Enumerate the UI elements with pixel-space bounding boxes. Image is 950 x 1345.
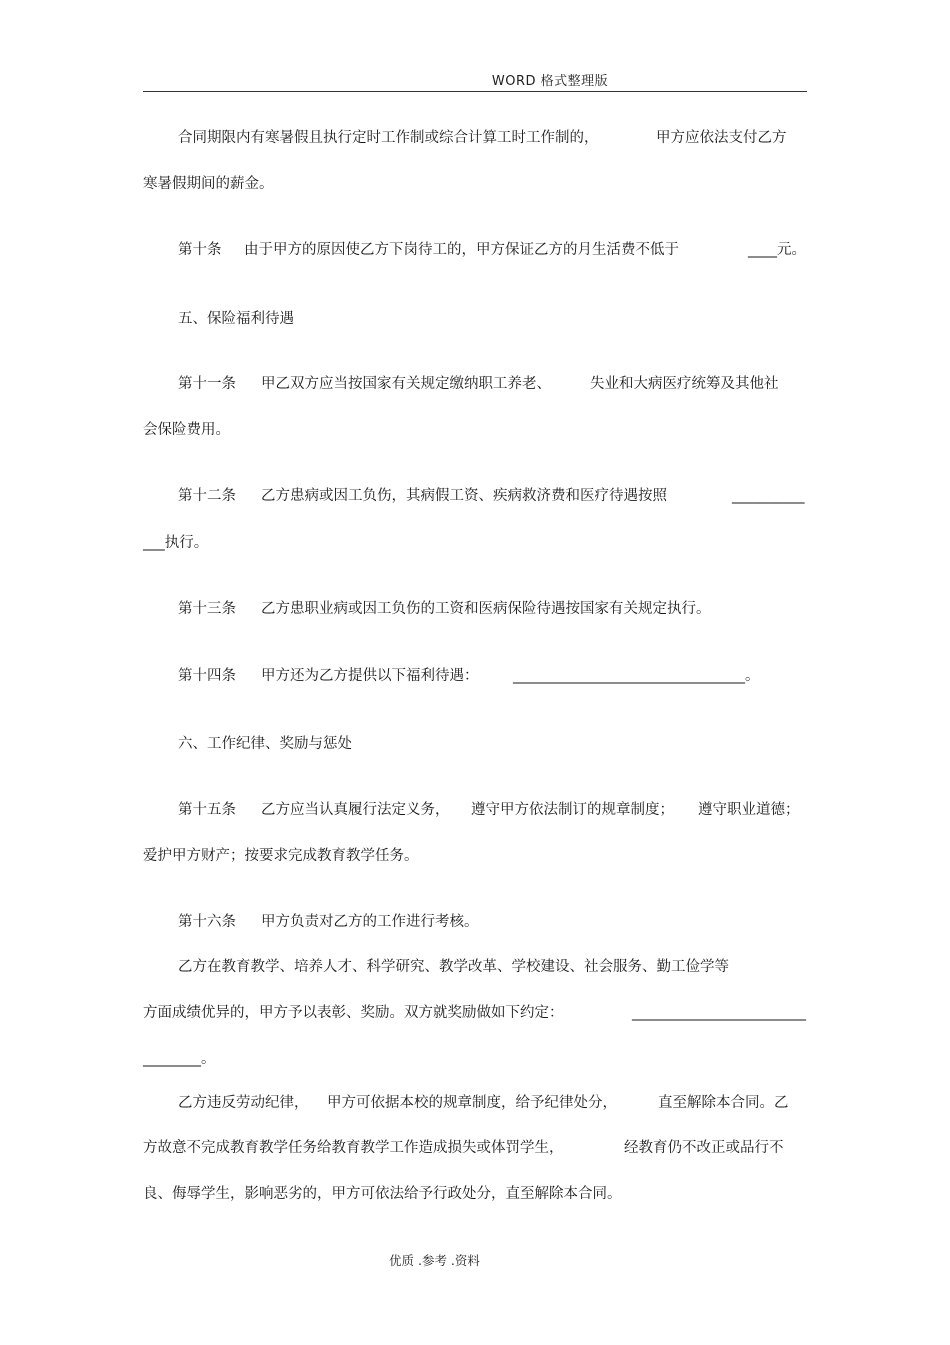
article-13-label: 第十三条 — [178, 601, 236, 617]
article-11-label: 第十一条 — [178, 376, 236, 392]
article-11-text-b: 失业和大病医疗统筹及其他社 — [590, 376, 779, 392]
article-12-text: 乙方患病或因工负伤，其病假工资、疾病救济费和医疗待遇按照 — [261, 488, 667, 504]
article-10-label: 第十条 — [178, 242, 222, 258]
article-15-text-a: 乙方应当认真履行法定义务， — [261, 802, 450, 818]
section-6-heading: 六、工作纪律、奖励与惩处 — [178, 736, 352, 752]
article-14-text: 甲方还为乙方提供以下福利待遇： — [261, 668, 479, 684]
article-16-text: 甲方负责对乙方的工作进行考核。 — [261, 914, 479, 930]
article-15-text-c: 遵守职业道德； — [698, 802, 800, 818]
page-header-title: WORD 格式整理版 — [491, 74, 609, 89]
article-15-label: 第十五条 — [178, 802, 236, 818]
article-14-blank: ________________________________。 — [513, 668, 760, 684]
article-14-label: 第十四条 — [178, 668, 236, 684]
article-16-blank-b: ________。 — [143, 1051, 216, 1067]
article-12-blank: __________ — [732, 488, 805, 504]
discipline-text-a: 乙方违反劳动纪律， — [178, 1095, 309, 1111]
article-15-text-d: 爱护甲方财产；按要求完成教育教学任务。 — [143, 848, 419, 864]
article-10-text: 由于甲方的原因使乙方下岗待工的，甲方保证乙方的月生活费不低于 — [244, 242, 679, 258]
discipline-text-c: 直至解除本合同。乙 — [658, 1095, 789, 1111]
text-line-2: 寒暑假期间的薪金。 — [143, 176, 274, 192]
article-11-text-a: 甲乙双方应当按国家有关规定缴纳职工养老、 — [261, 376, 551, 392]
discipline-text-d: 方故意不完成教育教学任务给教育教学工作造成损失或体罚学生， — [143, 1140, 564, 1156]
article-16-para-1: 乙方在教育教学、培养人才、科学研究、教学改革、学校建设、社会服务、勤工俭学等 — [178, 959, 729, 975]
article-10-blank: ____元。 — [748, 242, 806, 258]
article-15-text-b: 遵守甲方依法制订的规章制度； — [471, 802, 674, 818]
article-16-blank-a: ________________________ — [632, 1005, 806, 1021]
article-12-text-b: ___执行。 — [143, 535, 209, 551]
page-footer: 优质 .参考 .资料 — [389, 1253, 480, 1268]
article-16-label: 第十六条 — [178, 914, 236, 930]
text-line-1b: 甲方应依法支付乙方 — [656, 130, 787, 146]
discipline-text-e: 经教育仍不改正或品行不 — [624, 1140, 784, 1156]
article-13-text: 乙方患职业病或因工负伤的工资和医病保险待遇按国家有关规定执行。 — [261, 601, 711, 617]
article-11-text-c: 会保险费用。 — [143, 422, 230, 438]
article-12-label: 第十二条 — [178, 488, 236, 504]
section-5-heading: 五、保险福利待遇 — [178, 311, 294, 327]
article-16-para-2: 方面成绩优异的，甲方予以表彰、奖励。双方就奖励做如下约定： — [143, 1005, 564, 1021]
discipline-text-b: 甲方可依据本校的规章制度，给予纪律处分， — [327, 1095, 617, 1111]
discipline-text-f: 良、侮辱学生，影响恶劣的，甲方可依法给予行政处分，直至解除本合同。 — [143, 1186, 622, 1202]
text-line-1a: 合同期限内有寒暑假且执行定时工作制或综合计算工时工作制的， — [178, 130, 599, 146]
header-divider — [143, 91, 807, 92]
